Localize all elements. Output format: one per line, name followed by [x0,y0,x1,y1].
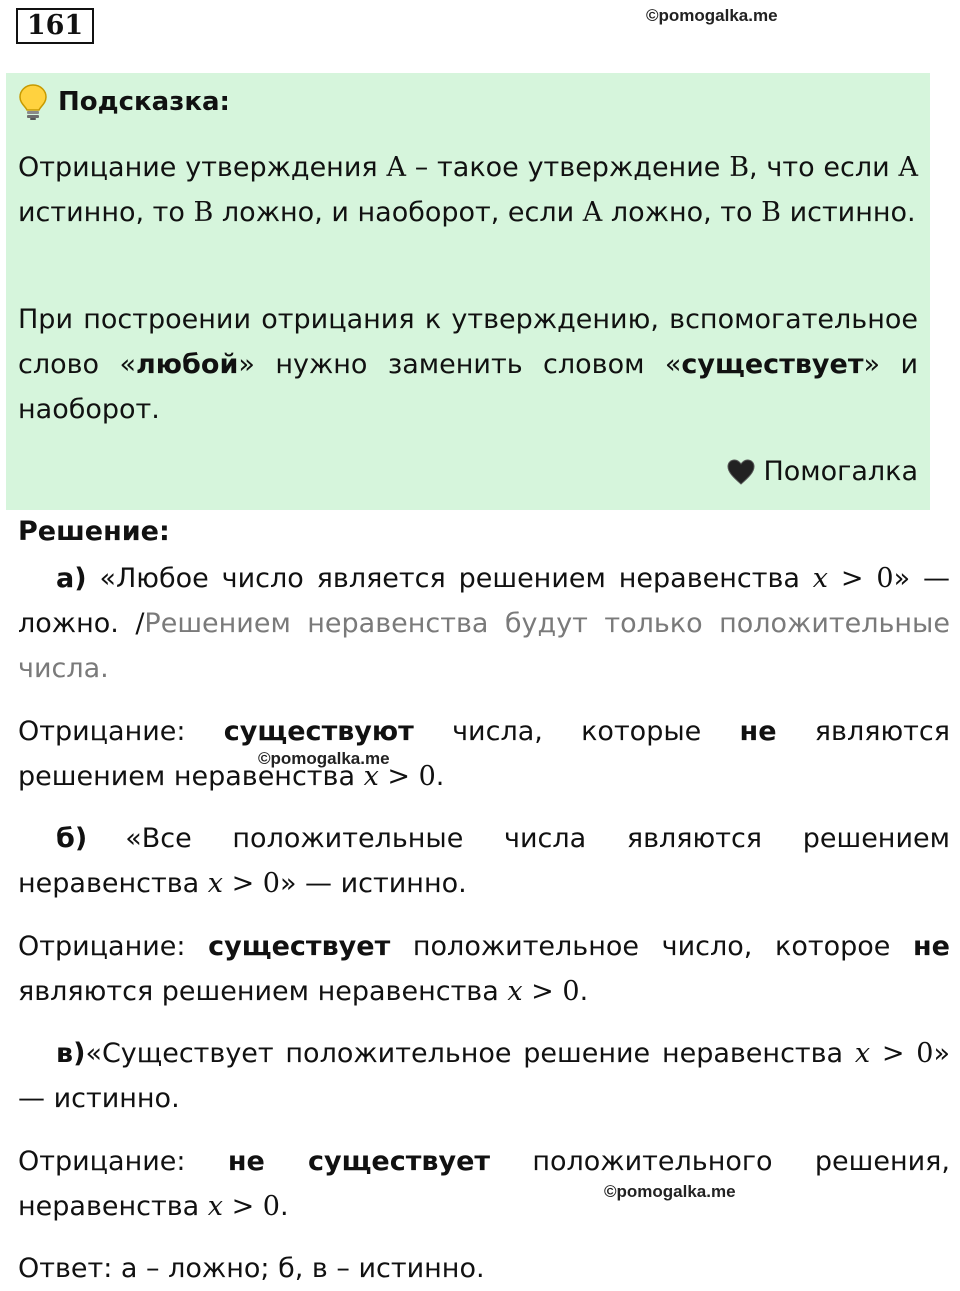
hint-signature [727,452,918,492]
hint-paragraph-2: При построении отрицания к утверждению, вспомогательное слово «любой» нужно заменить словом «существует» и наоборот. [18,304,919,425]
answer: Ответ: а – ложно; б, в – истинно. [18,1253,485,1284]
watermark-middle: ©pomogalka.me [258,749,390,768]
solution-b: б) «Все положительные числа являются решением неравенства x > 0» — истинно. [18,823,950,899]
solution-title: Решение: [18,516,170,547]
hint-box [6,73,930,510]
solution-c: в)«Существует положительное решение неравенства x > 0» — истинно. [18,1038,950,1114]
solution-a-negation: Отрицание: существуют числа, которые не являются решением неравенства x > 0. [18,716,950,792]
watermark-top: ©pomogalka.me [646,6,778,25]
solution-a: а) «Любое число является решением неравенства x > 0» — ложно. /Решением неравенства будут только положительные числа. [18,563,951,684]
watermark-bottom: ©pomogalka.me [604,1182,736,1201]
solution-b-negation: Отрицание: существует положительное число, которое не являются решением неравенства x > 0. [18,931,950,1007]
lightbulb-icon [18,83,48,121]
signature-text: Помогалка [763,456,918,487]
task-number: 161 [16,8,94,44]
hint-title-text: Подсказка: [58,87,230,117]
hint-paragraph-1: Отрицание утверждения A – такое утверждение B, что если A истинно, то B ложно, и наоборот, если A ложно, то B истинно. [18,152,919,228]
solution-c-negation: Отрицание: не существует положительного решения, неравенства x > 0. [18,1146,950,1222]
heart-icon [727,459,755,485]
hint-title [18,82,230,122]
